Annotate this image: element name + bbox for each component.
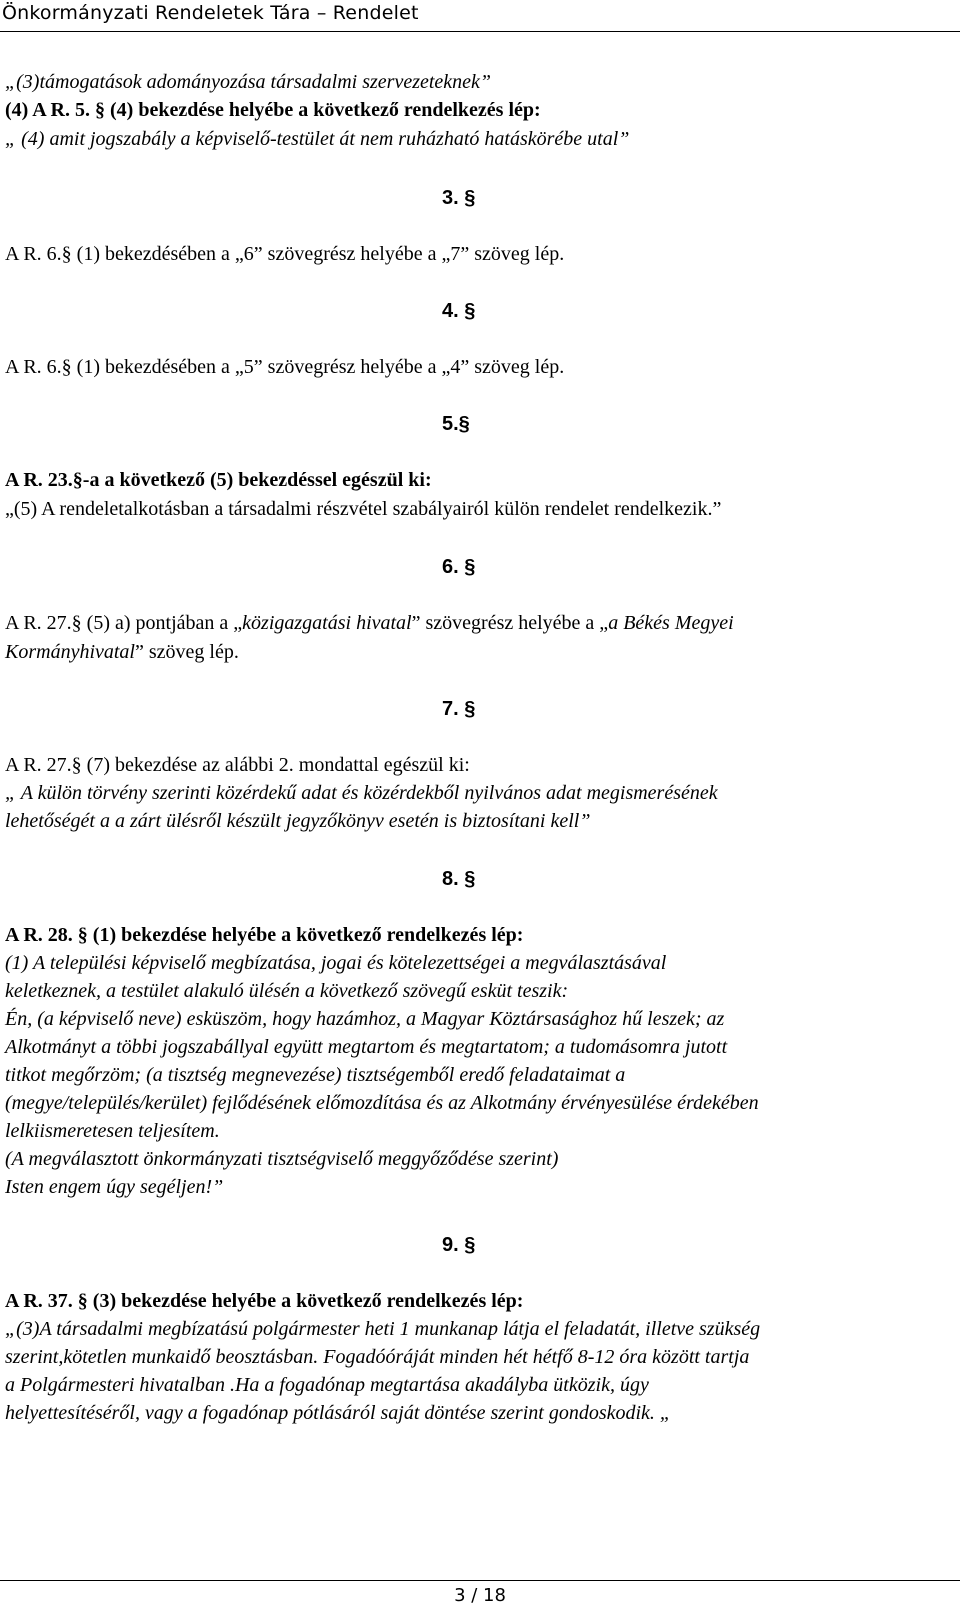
text-line: „ A külön törvény szerinti közérdekű adat és közérdekből nyilvános adat megismerésének (5, 782, 718, 804)
text-line: A R. 6.§ (1) bekezdésében a „6” szövegrész helyébe a „7” szöveg lép. (5, 243, 565, 265)
text-line: lehetőségét a a zárt ülésről készült jegyzőkönyv esetén is biztosítani kell” (5, 810, 591, 832)
text-line: A R. 6.§ (1) bekezdésében a „5” szövegrész helyébe a „4” szöveg lép. (5, 356, 565, 378)
text-line: „(5) A rendeletalkotásban a társadalmi részvétel szabályairól külön rendelet rendelkezik.” (5, 498, 722, 520)
text-line: lelkiismeretesen teljesítem. (5, 1120, 220, 1142)
text-line: „(3)A társadalmi megbízatású polgármester heti 1 munkanap látja el feladatát, illetve szükség (5, 1318, 761, 1340)
section-heading: 8. § (442, 868, 476, 890)
page-header (0, 0, 960, 31)
section-heading: 6. § (442, 556, 476, 578)
text-run: a Békés Megyei (608, 612, 734, 634)
text-line: Alkotmányt a többi jogszabállyal együtt megtartom és megtartatom; a tudomásomra jutott (5, 1036, 728, 1058)
section-heading: 4. § (442, 300, 476, 322)
text-line: „(3)támogatások adományozása társadalmi szervezeteknek” (5, 71, 492, 93)
text-line: a Polgármesteri hivatalban .Ha a fogadónap megtartása akadályba ütközik, úgy (5, 1374, 649, 1396)
text-run: ” szövegrész helyébe a „ (411, 612, 609, 634)
text-line: (1) A települési képviselő megbízatása, jogai és kötelezettségei a megválasztásával (5, 952, 667, 974)
text-line: titkot megőrzöm; (a tisztség megnevezése) tisztségemből eredő feladataimat a (5, 1064, 626, 1086)
text-line: A R. 23.§-a a következő (5) bekezdéssel egészül ki: (5, 469, 432, 491)
section-heading: 7. § (442, 698, 476, 720)
section-heading: 5.§ (442, 413, 470, 435)
text-line: (A megválasztott önkormányzati tisztségviselő meggyőződése szerint) (5, 1148, 559, 1170)
text-run: ” szöveg lép. (135, 641, 239, 663)
text-run: A R. 27.§ (5) a) pontjában a „ (5, 612, 243, 634)
text-line (5, 640, 239, 664)
text-line: (4) A R. 5. § (4) bekezdése helyébe a következő rendelkezés lép: (5, 99, 541, 121)
text-line: (megye/település/kerület) fejlődésének előmozdítása és az Alkotmány érvényesülése érdekében (5, 1092, 759, 1114)
footer-divider (0, 1580, 960, 1581)
document-title: Önkormányzati Rendeletek Tára – Rendelet (2, 2, 419, 24)
text-line (5, 611, 734, 635)
text-line: keletkeznek, a testület alakuló ülésén a következő szövegű esküt teszik: (5, 980, 569, 1002)
text-line: A R. 37. § (3) bekezdése helyébe a következő rendelkezés lép: (5, 1290, 524, 1312)
text-line: helyettesítéséről, vagy a fogadónap pótlásáról saját döntése szerint gondoskodik. „ (5, 1402, 672, 1424)
text-line: A R. 28. § (1) bekezdése helyébe a következő rendelkezés lép: (5, 924, 524, 946)
page-number: 3 / 18 (454, 1585, 506, 1606)
header-divider (0, 31, 960, 32)
text-line: szerint,kötetlen munkaidő beosztásban. Fogadóóráját minden hét hétfő 8-12 óra között tartja (5, 1346, 750, 1368)
text-line: Én, (a képviselő neve) esküszöm, hogy hazámhoz, a Magyar Köztársasághoz hű leszek; az (5, 1008, 725, 1030)
text-run: közigazgatási hivatal (242, 612, 412, 634)
text-line: Isten engem úgy segéljen!” (5, 1176, 224, 1198)
text-run: Kormányhivatal (5, 641, 135, 663)
text-line: „ (4) amit jogszabály a képviselő-testület át nem ruházható hatáskörébe utal” (5, 128, 630, 150)
text-line: A R. 27.§ (7) bekezdése az alábbi 2. mondattal egészül ki: (5, 754, 470, 776)
section-heading: 3. § (442, 187, 476, 209)
section-heading: 9. § (442, 1234, 476, 1256)
